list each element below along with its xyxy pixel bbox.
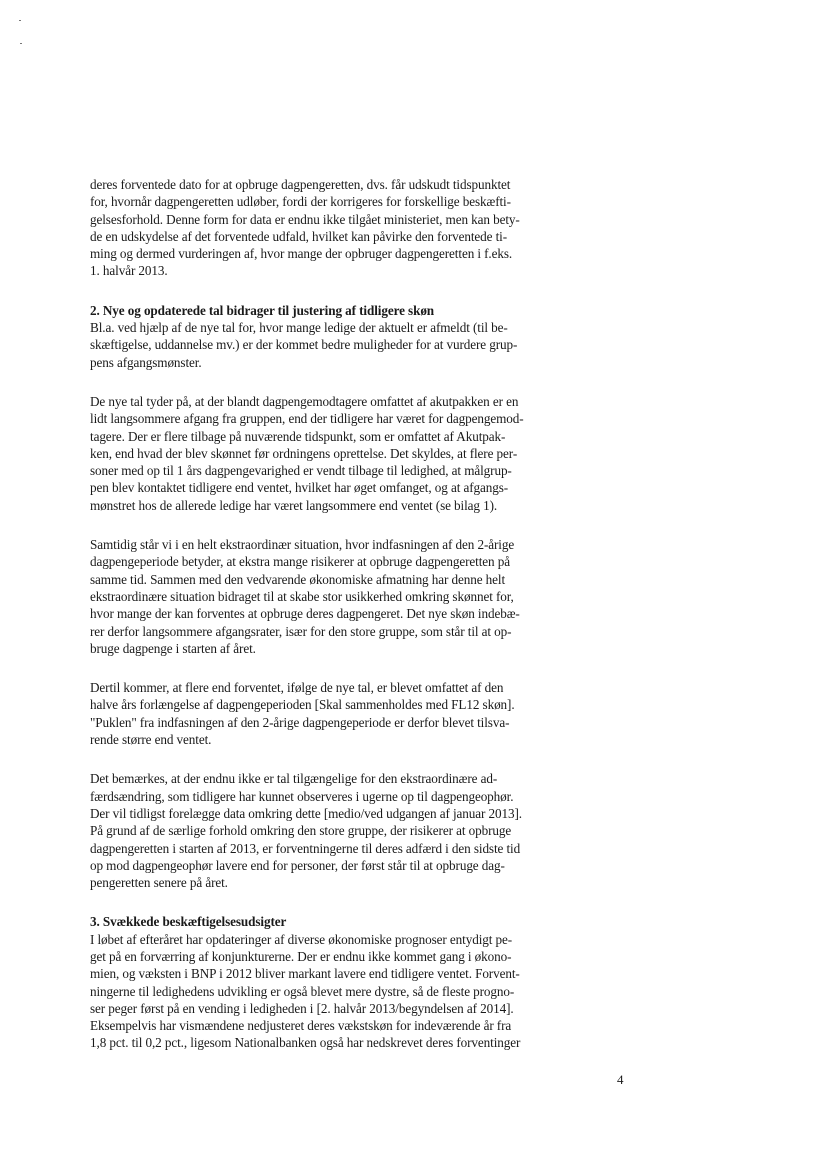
text-line: mien, og væksten i BNP i 2012 bliver markant lavere end tidligere ventet. Forvent- (90, 966, 520, 982)
section-heading: 2. Nye og opdaterede tal bidrager til justering af tidligere skøn (90, 302, 435, 318)
text-line: ken, end hvad der blev skønnet før ordningens oprettelse. Det skyldes, at flere per- (90, 445, 518, 461)
text-line: dagpengeperiode betyder, at ekstra mange risikerer at opbruge dagpengeretten på (90, 554, 510, 570)
text-line: mønstret hos de allerede ledige har været langsommere end ventet (se bilag 1). (90, 497, 498, 513)
text-line: pens afgangsmønster. (90, 354, 202, 370)
text-line: tagere. Der er flere tilbage på nuværende tidspunkt, som er omfattet af Akutpak- (90, 428, 506, 444)
text-line: "Puklen" fra indfasningen af den 2-årige dagpengeperiode er derfor blevet tilsva- (90, 714, 510, 730)
text-line: ekstraordinære situation bidraget til at skabe stor usikkerhed omkring skønnet for, (90, 588, 514, 604)
text-line: halve års forlængelse af dagpengeperioden [Skal sammenholdes med FL12 skøn]. (90, 697, 515, 713)
document-body (90, 176, 570, 1074)
text-line: Det bemærkes, at der endnu ikke er tal tilgængelige for den ekstraordinære ad- (90, 771, 498, 787)
text-line: op mod dagpengeophør lavere end for personer, der først står til at opbruge dag- (90, 857, 505, 873)
page-number: 4 (617, 1072, 624, 1087)
text-line: ningerne til ledighedens udvikling er også blevet mere dystre, så de fleste progno- (90, 983, 515, 999)
text-line: lidt langsommere afgang fra gruppen, end der tidligere har været for dagpengemod- (90, 411, 524, 427)
text-line: Dertil kommer, at flere end forventet, ifølge de nye tal, er blevet omfattet af den (90, 680, 504, 696)
text-line: get på en forværring af konjunkturerne. Der er endnu ikke kommet gang i økono- (90, 948, 512, 964)
text-line: færdsændring, som tidligere har kunnet observeres i ugerne op til dagpengeophør. (90, 788, 514, 804)
paragraph (90, 393, 570, 514)
text-line: Samtidig står vi i en helt ekstraordinær situation, hvor indfasningen af den 2-årige (90, 537, 515, 553)
text-line: 1. halvår 2013. (90, 263, 168, 279)
text-line: Der vil tidligst forelægge data omkring dette [medio/ved udgangen af januar 2013]. (90, 805, 522, 821)
paragraph (90, 679, 570, 748)
text-line: samme tid. Sammen med den vedvarende økonomiske afmatning har denne helt (90, 571, 506, 587)
text-line: deres forventede dato for at opbruge dagpengeretten, dvs. får udskudt tidspunktet (90, 177, 511, 192)
paragraph (90, 536, 570, 657)
scan-speck (19, 20, 21, 21)
paragraph (90, 302, 570, 371)
text-line: De nye tal tyder på, at der blandt dagpengemodtagere omfattet af akutpakken er en (90, 393, 519, 409)
text-line: pen blev kontaktet tidligere end ventet, hvilket har øget omfanget, og at afgangs- (90, 480, 509, 496)
paragraph (90, 770, 570, 891)
text-line: Bl.a. ved hjælp af de nye tal for, hvor mange ledige der aktuelt er afmeldt (til be- (90, 320, 508, 336)
text-line: pengeretten senere på året. (90, 875, 228, 891)
text-line: skæftigelse, uddannelse mv.) er der kommet bedre muligheder for at vurdere grup- (90, 337, 518, 353)
text-line: På grund af de særlige forhold omkring den store gruppe, der risikerer at opbruge (90, 823, 512, 839)
section-heading: 3. Svækkede beskæftigelsesudsigter (90, 914, 287, 930)
text-line: ser peger først på en vending i ledigheden i [2. halvår 2013/begyndelsen af 2014]. (90, 1000, 514, 1016)
text-line: ming og dermed vurderingen af, hvor mange der opbruger dagpengeretten i f.eks. (90, 246, 513, 262)
paragraph (90, 913, 570, 1051)
text-line: 1,8 pct. til 0,2 pct., ligesom Nationalbanken også har nedskrevet deres forventinger (90, 1035, 521, 1051)
text-line: rer derfor langsommere afgangsrater, især for den store gruppe, som står til at op- (90, 623, 512, 639)
text-line: hvor mange der kan forventes at opbruge deres dagpengeret. Det nye skøn indebæ- (90, 606, 520, 622)
paragraph (90, 176, 570, 280)
text-line: for, hvornår dagpengeretten udløber, fordi der korrigeres for forskellige beskæfti- (90, 194, 511, 210)
scan-speck (20, 43, 22, 44)
text-line: rende større end ventet. (90, 732, 212, 748)
text-line: dagpengeretten i starten af 2013, er forventningerne til deres adfærd i den sidste tid (90, 840, 521, 856)
text-line: soner med op til 1 års dagpengevarighed er vendt tilbage til ledighed, at målgrup- (90, 463, 512, 479)
text-line: I løbet af efteråret har opdateringer af diverse økonomiske prognoser entydigt pe- (90, 931, 513, 947)
text-line: Eksempelvis har vismændene nedjusteret deres vækstskøn for indeværende år fra (90, 1018, 512, 1034)
text-line: bruge dagpenge i starten af året. (90, 640, 256, 656)
text-line: gelsesforhold. Denne form for data er endnu ikke tilgået ministeriet, men kan bety- (90, 211, 520, 227)
text-line: de en udskydelse af det forventede udfald, hvilket kan påvirke den forventede ti- (90, 228, 508, 244)
